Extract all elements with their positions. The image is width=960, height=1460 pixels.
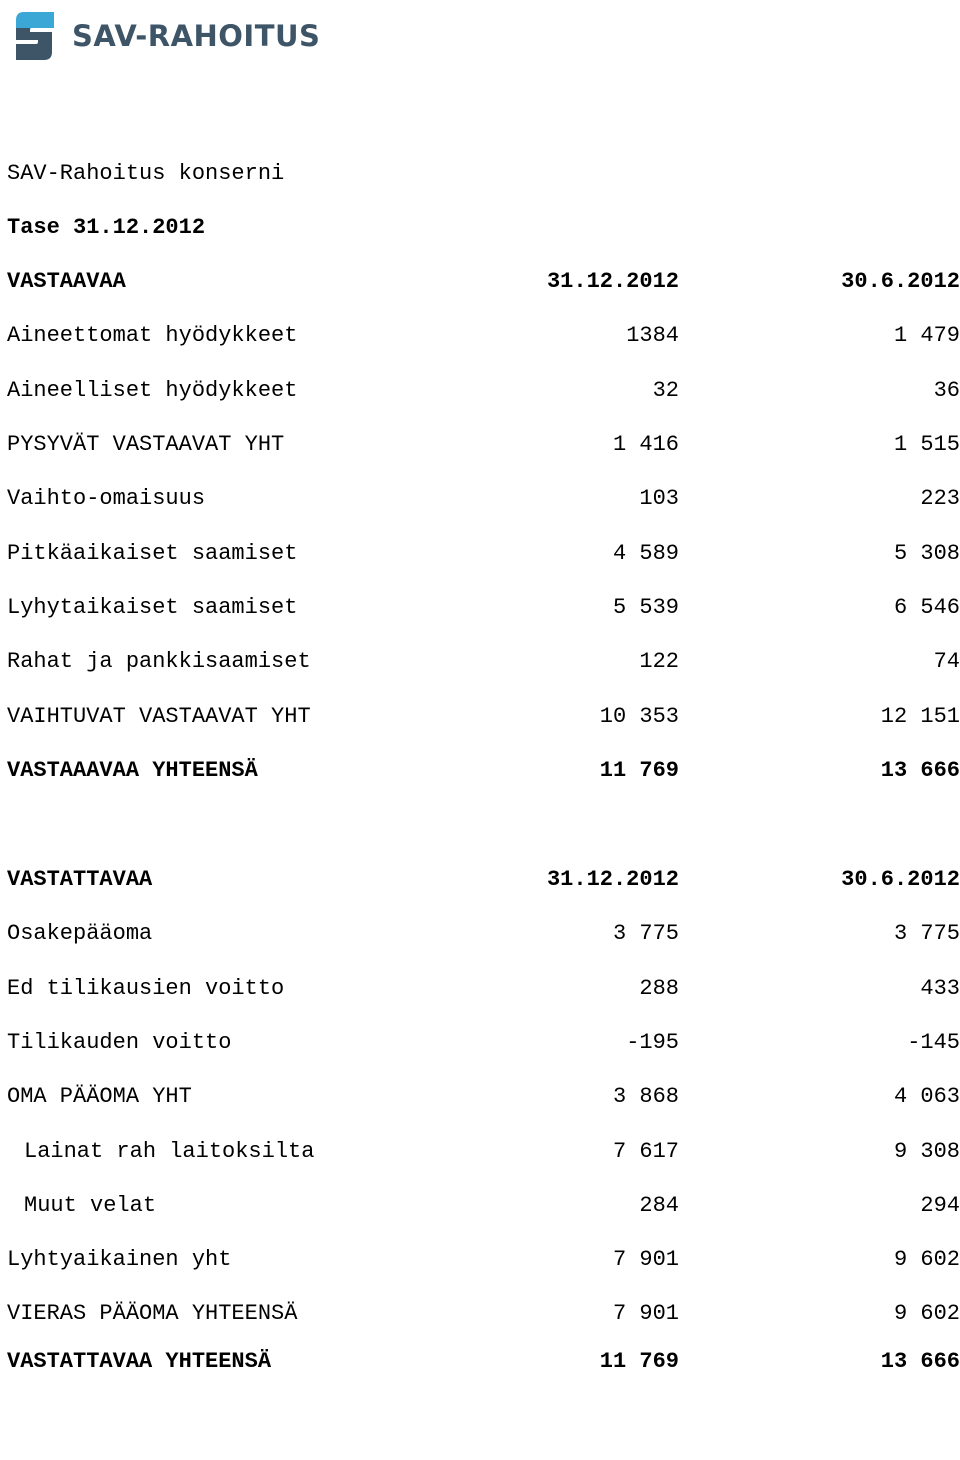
row-label: PYSYVÄT VASTAAVAT YHT (7, 432, 285, 457)
liabilities-header-col2: 30.6.2012 (841, 867, 960, 892)
liabilities-total-label: VASTATTAVAA YHTEENSÄ (7, 1349, 272, 1374)
row-value-col2: 9 602 (893, 1301, 960, 1326)
row-value-col1: 103 (639, 486, 679, 511)
table-row (0, 431, 960, 459)
table-row (0, 1300, 960, 1328)
row-value-col2: 1 515 (893, 432, 960, 457)
row-value-col2: 4 063 (893, 1084, 960, 1109)
row-label: VAIHTUVAT VASTAAVAT YHT (7, 704, 311, 729)
row-value-col1: 7 901 (612, 1247, 679, 1272)
assets-total-row (0, 757, 960, 785)
row-label: Pitkäaikaiset saamiset (7, 541, 298, 566)
row-value-col1: 10 353 (599, 704, 679, 729)
liabilities-header-col1: 31.12.2012 (546, 867, 679, 892)
table-row (0, 920, 960, 948)
row-value-col2: 74 (933, 649, 960, 674)
table-row (0, 485, 960, 513)
row-value-col1: 1 416 (612, 432, 679, 457)
table-row (0, 322, 960, 350)
table-row (0, 648, 960, 676)
row-value-col1: 7 617 (612, 1139, 679, 1164)
row-label: Muut velat (24, 1193, 157, 1218)
row-value-col1: 3 868 (612, 1084, 679, 1109)
row-value-col1: 4 589 (612, 541, 679, 566)
table-row (0, 594, 960, 622)
row-label: VIERAS PÄÄOMA YHTEENSÄ (7, 1301, 298, 1326)
row-label: Ed tilikausien voitto (7, 976, 285, 1001)
table-row (0, 1029, 960, 1057)
company-name-line (0, 160, 960, 188)
statement-title: Tase 31.12.2012 (7, 215, 206, 240)
assets-header-label: VASTAAVAA (7, 269, 126, 294)
liabilities-total-col1: 11 769 (599, 1349, 679, 1374)
row-label: Tilikauden voitto (7, 1030, 232, 1055)
row-label: Aineelliset hyödykkeet (7, 378, 298, 403)
table-row (0, 975, 960, 1003)
row-label: Osakepääoma (7, 921, 153, 946)
liabilities-header-row (0, 866, 960, 894)
row-value-col2: 433 (920, 976, 960, 1001)
row-value-col2: 3 775 (893, 921, 960, 946)
row-label: Vaihto-omaisuus (7, 486, 206, 511)
assets-header-row (0, 268, 960, 296)
assets-header-col1: 31.12.2012 (546, 269, 679, 294)
table-row (0, 1192, 960, 1220)
row-value-col1: 5 539 (612, 595, 679, 620)
table-row (0, 540, 960, 568)
row-value-col1: 284 (639, 1193, 679, 1218)
row-label: Lainat rah laitoksilta (24, 1139, 315, 1164)
row-value-col2: 36 (933, 378, 960, 403)
row-value-col1: 288 (639, 976, 679, 1001)
row-value-col1: -195 (626, 1030, 679, 1055)
liabilities-total-col2: 13 666 (880, 1349, 960, 1374)
company-name: SAV-Rahoitus konserni (7, 161, 285, 186)
row-value-col1: 122 (639, 649, 679, 674)
row-value-col1: 7 901 (612, 1301, 679, 1326)
row-label: Rahat ja pankkisaamiset (7, 649, 311, 674)
sav-rahoitus-logo (10, 6, 320, 66)
row-label: Lyhytaikaiset saamiset (7, 595, 298, 620)
liabilities-header-label: VASTATTAVAA (7, 867, 153, 892)
table-row (0, 1138, 960, 1166)
row-value-col1: 32 (652, 378, 679, 403)
row-value-col2: 9 308 (893, 1139, 960, 1164)
assets-total-label: VASTAAAVAA YHTEENSÄ (7, 758, 258, 783)
statement-title-line (0, 214, 960, 242)
row-value-col1: 1384 (626, 323, 679, 348)
row-value-col2: 223 (920, 486, 960, 511)
assets-header-col2: 30.6.2012 (841, 269, 960, 294)
row-value-col2: 294 (920, 1193, 960, 1218)
table-row (0, 377, 960, 405)
sav-s-mark-icon (10, 8, 58, 64)
row-value-col2: 9 602 (893, 1247, 960, 1272)
table-row (0, 1246, 960, 1274)
row-label: Aineettomat hyödykkeet (7, 323, 298, 348)
row-value-col2: 1 479 (893, 323, 960, 348)
row-value-col2: 6 546 (893, 595, 960, 620)
table-row (0, 703, 960, 731)
row-value-col2: 12 151 (880, 704, 960, 729)
row-label: OMA PÄÄOMA YHT (7, 1084, 192, 1109)
logo-text: SAV-RAHOITUS (72, 18, 321, 53)
assets-total-col1: 11 769 (599, 758, 679, 783)
liabilities-total-row (0, 1348, 960, 1376)
assets-total-col2: 13 666 (880, 758, 960, 783)
row-value-col2: -145 (907, 1030, 960, 1055)
row-value-col1: 3 775 (612, 921, 679, 946)
row-label: Lyhtyaikainen yht (7, 1247, 232, 1272)
table-row (0, 1083, 960, 1111)
row-value-col2: 5 308 (893, 541, 960, 566)
